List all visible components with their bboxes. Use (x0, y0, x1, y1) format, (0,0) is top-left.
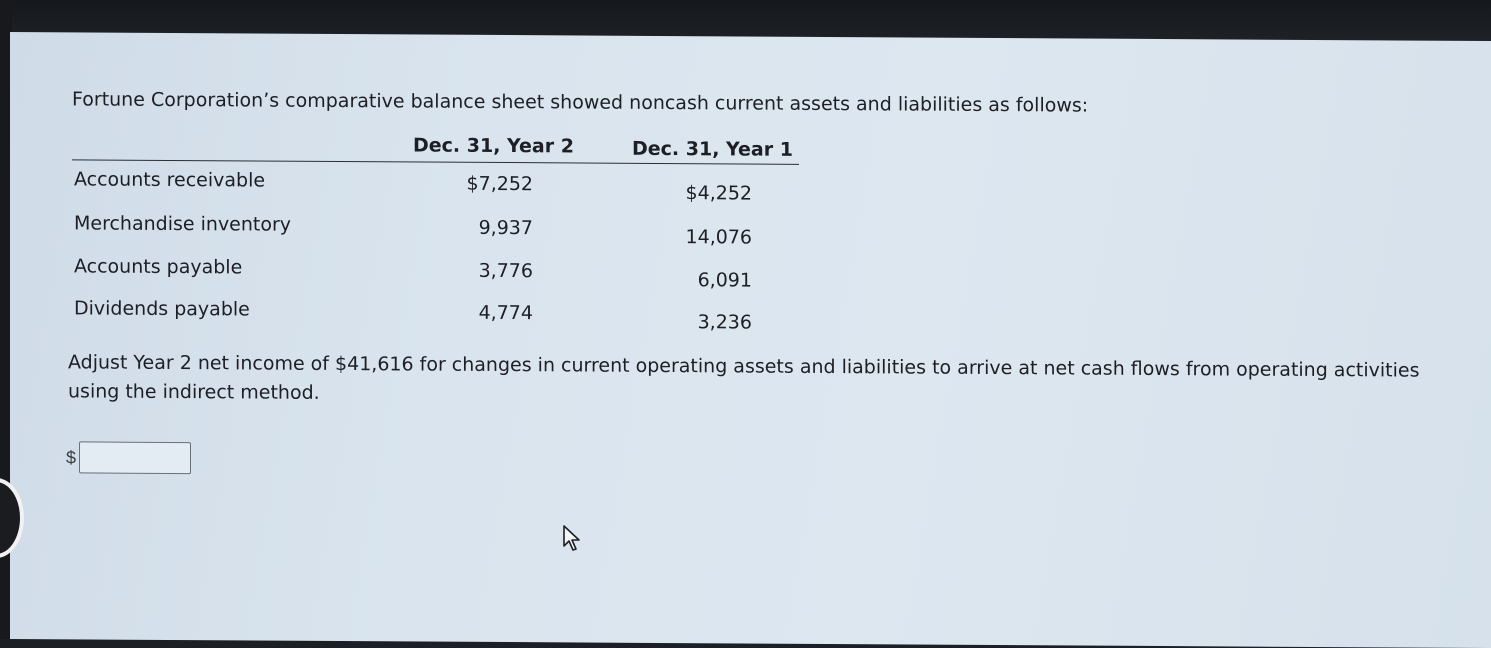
table-row (72, 297, 832, 332)
currency-symbol: $ (66, 447, 77, 468)
year1-value: 3,236 (697, 311, 752, 334)
year2-value: $7,252 (466, 172, 533, 196)
row-label: Accounts payable (74, 255, 243, 279)
row-label: Merchandise inventory (74, 212, 292, 236)
year2-value: 3,776 (478, 259, 533, 283)
year1-value: $4,252 (685, 182, 752, 205)
table-row (72, 255, 832, 290)
table-row (72, 212, 832, 247)
year1-value: 6,091 (697, 269, 752, 292)
table-row (72, 168, 832, 203)
header-divider (72, 159, 799, 164)
answer-input[interactable] (79, 441, 191, 474)
column-header-year1: Dec. 31, Year 1 (632, 137, 793, 161)
question-intro: Fortune Corporation’s comparative balance sheet showed noncash current assets and liabilities as follows: (72, 88, 1089, 117)
screen (10, 32, 1491, 648)
row-label: Dividends payable (74, 297, 250, 321)
year2-value: 9,937 (478, 216, 533, 240)
row-label: Accounts receivable (74, 168, 266, 192)
column-header-year2: Dec. 31, Year 2 (413, 134, 574, 158)
year2-value: 4,774 (478, 301, 533, 325)
year1-value: 14,076 (685, 226, 752, 249)
mouse-pointer-icon (562, 524, 584, 554)
question-content (66, 84, 1472, 513)
question-instructions: Adjust Year 2 net income of $41,616 for changes in current operating assets and liabilities to arrive at net cash flows from operating activities using the indirect method. (68, 351, 1420, 404)
